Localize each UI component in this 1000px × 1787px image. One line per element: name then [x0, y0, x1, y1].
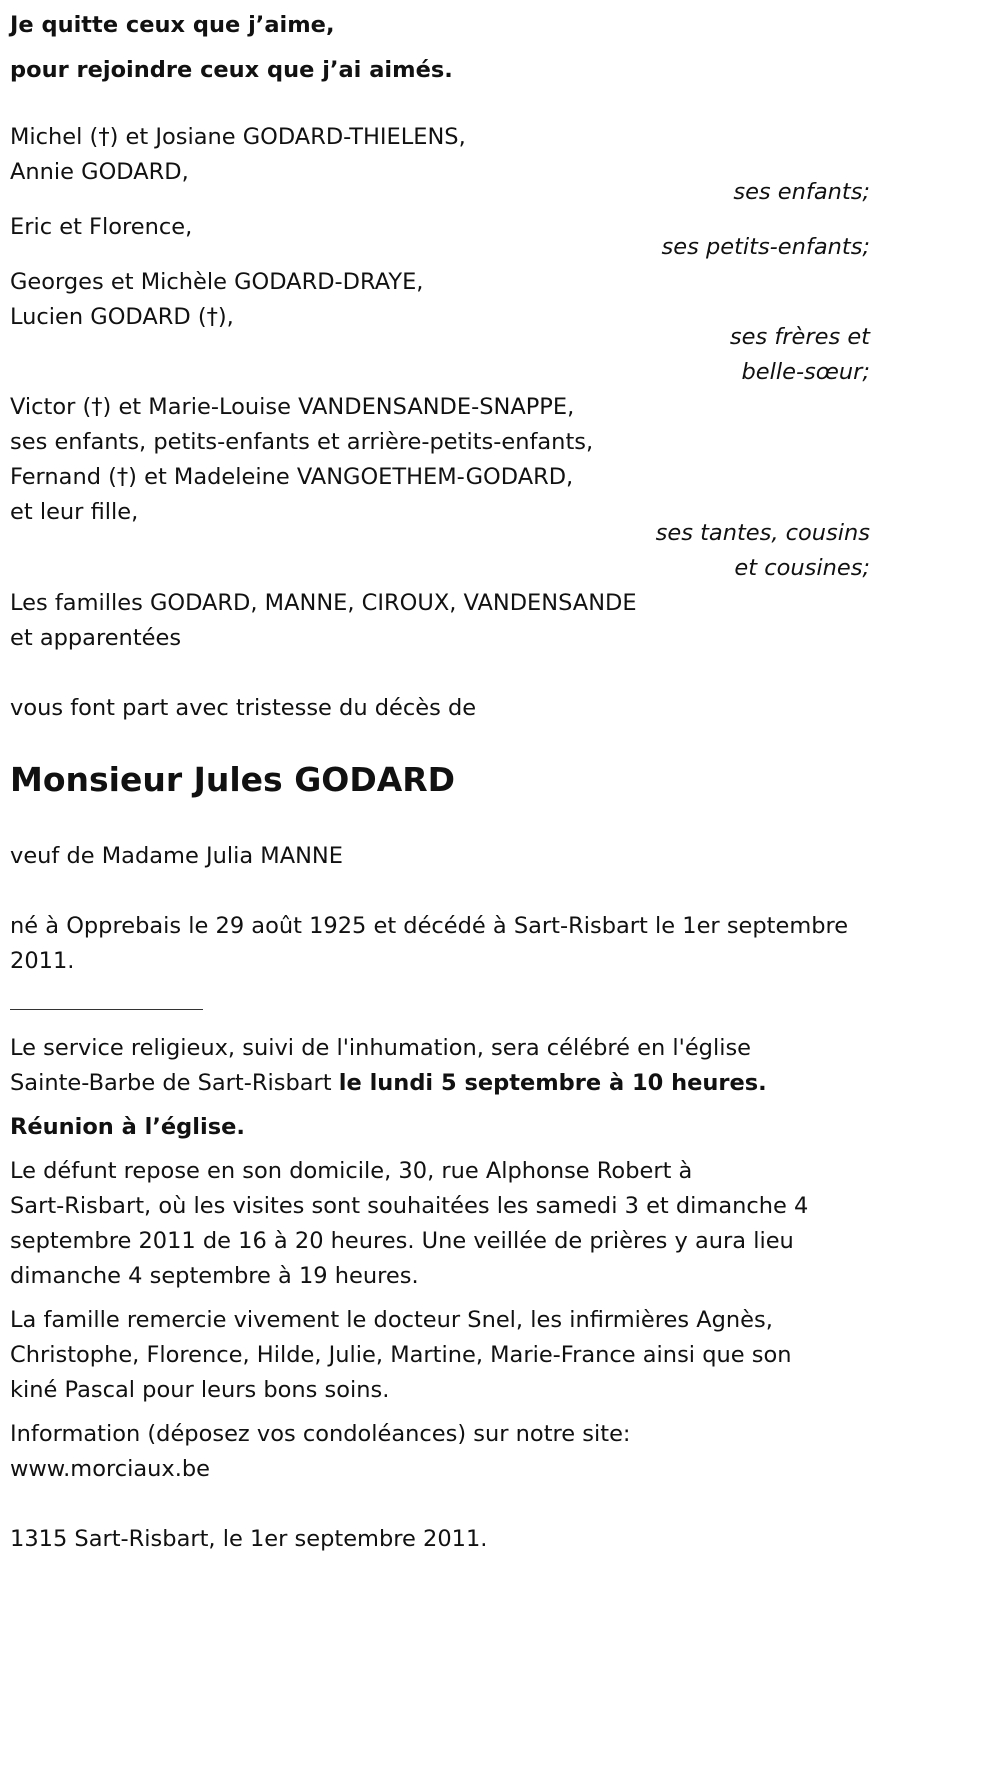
- relatives-line-2: ses enfants, petits-enfants et arrière-petits-enfants,: [10, 429, 594, 455]
- thanks-line-2: Christophe, Florence, Hilde, Julie, Martine, Marie-France ainsi que son: [10, 1342, 792, 1368]
- relatives-line-4: et leur fille,: [10, 499, 139, 525]
- closing-place-date: 1315 Sart-Risbart, le 1er septembre 2011.: [10, 1526, 488, 1552]
- children-line-2: Annie GODARD,: [10, 159, 189, 185]
- children-line-1: Michel (†) et Josiane GODARD-THIELENS,: [10, 124, 466, 150]
- service-line-2: [10, 1066, 767, 1101]
- grandchildren-line-1: Eric et Florence,: [10, 214, 193, 240]
- relatives-role-line-1: ses tantes, cousins: [655, 520, 870, 546]
- meeting-note: Réunion à l’église.: [10, 1114, 245, 1140]
- visits-line-1: Le défunt repose en son domicile, 30, rue Alphonse Robert à: [10, 1158, 693, 1184]
- children-role: ses enfants;: [733, 179, 870, 205]
- info-line: Information (déposez vos condoléances) sur notre site:: [10, 1421, 631, 1447]
- life-dates-line-2: 2011.: [10, 948, 75, 974]
- families-line-2: et apparentées: [10, 625, 182, 651]
- separator-rule: [10, 1009, 203, 1010]
- epigraph-line-1: Je quitte ceux que j’aime,: [10, 12, 335, 38]
- siblings-line-2: Lucien GODARD (†),: [10, 304, 234, 330]
- families-line-1: Les familles GODARD, MANNE, CIROUX, VANDENSANDE: [10, 590, 637, 616]
- grandchildren-role: ses petits-enfants;: [661, 234, 870, 260]
- relatives-line-1: Victor (†) et Marie-Louise VANDENSANDE-SNAPPE,: [10, 394, 575, 420]
- relatives-role-line-2: et cousines;: [734, 555, 870, 581]
- siblings-role-line-2: belle-sœur;: [741, 359, 870, 385]
- service-datetime: le lundi 5 septembre à 10 heures.: [338, 1070, 767, 1096]
- visits-line-4: dimanche 4 septembre à 19 heures.: [10, 1263, 419, 1289]
- siblings-role-line-1: ses frères et: [729, 324, 870, 350]
- visits-line-2: Sart-Risbart, où les visites sont souhaitées les samedi 3 et dimanche 4: [10, 1193, 809, 1219]
- announcement: vous font part avec tristesse du décès de: [10, 695, 477, 721]
- relatives-line-3: Fernand (†) et Madeleine VANGOETHEM-GODARD,: [10, 464, 574, 490]
- visits-line-3: septembre 2011 de 16 à 20 heures. Une veillée de prières y aura lieu: [10, 1228, 794, 1254]
- deceased-name: Monsieur Jules GODARD: [10, 760, 456, 799]
- service-location: Sainte-Barbe de Sart-Risbart: [10, 1070, 339, 1096]
- epigraph-line-2: pour rejoindre ceux que j’ai aimés.: [10, 57, 453, 83]
- life-dates-line-1: né à Opprebais le 29 août 1925 et décédé à Sart-Risbart le 1er septembre: [10, 913, 849, 939]
- thanks-line-3: kiné Pascal pour leurs bons soins.: [10, 1377, 390, 1403]
- siblings-line-1: Georges et Michèle GODARD-DRAYE,: [10, 269, 424, 295]
- spouse-line: veuf de Madame Julia MANNE: [10, 843, 343, 869]
- website-link[interactable]: www.morciaux.be: [10, 1456, 210, 1482]
- service-line-1: Le service religieux, suivi de l'inhumation, sera célébré en l'église: [10, 1035, 752, 1061]
- thanks-line-1: La famille remercie vivement le docteur Snel, les infirmières Agnès,: [10, 1307, 773, 1333]
